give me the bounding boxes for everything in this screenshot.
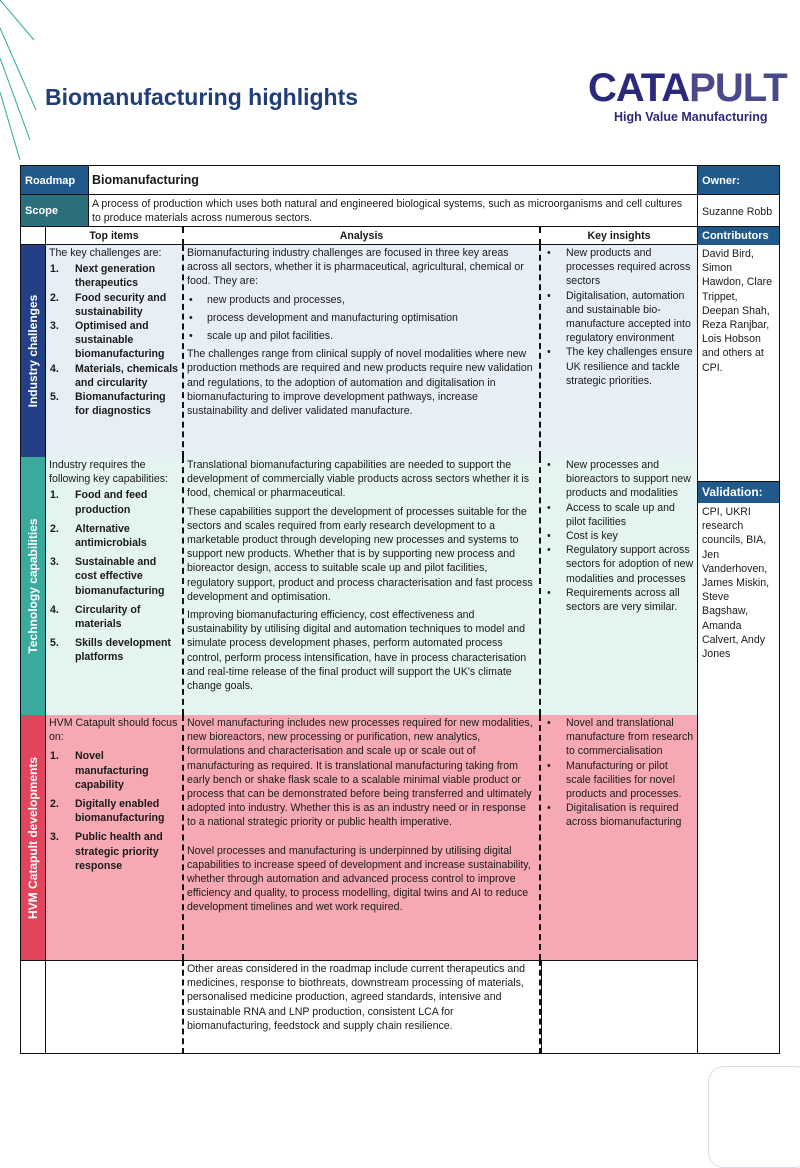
other-areas-text: Other areas considered in the roadmap include current therapeutics and medicines, response to biothreats, downstream processing of materials, personalised medicine production, agreed standards, intensive and sustainable RNA and LNP production, consistent LCA for biomanufacturing, feedstock and supply chain resilience. (184, 960, 541, 1054)
list-item: 4. Materials, chemicals and circularity (50, 362, 179, 389)
col-header-analysis: Analysis (184, 227, 541, 245)
catapult-logo (588, 66, 787, 130)
list-item: 5. Skills development platforms (50, 637, 171, 664)
list-item: • Regulatory support across sectors for adoption of new modalities and processes (544, 543, 694, 586)
list-item: • The key challenges ensure UK resilience and tackle strategic priorities. (544, 345, 694, 388)
side-label-technology-text: Technology capabilities (26, 518, 40, 654)
validation-text: CPI, UKRI research councils, BIA, Jen Vanderhoven, James Miskin, Steve Bagshaw, Amanda Calvert, Andy Jones (697, 503, 780, 1054)
technology-analysis-p1: Translational biomanufacturing capabilities are needed to support the development of commercially viable products across sectors whether it is food, chemical or pharmaceutical. (187, 459, 530, 500)
list-item: 3. Sustainable and cost effective biomanufacturing (50, 556, 165, 597)
col-header-top-items: Top items (45, 227, 184, 245)
hvm-analysis-p1: Novel manufacturing includes new processes required for new modalities, new bioreactors, new processing or purification, new analytics, formulations and characterisation and scale up or scale out of manufacturing as required. It is translational manufacturing taking from early bench or shake flask scale to a scalable minimal viable product or process that can be demonstrated before being transferred and ultimately adopted into industry. Whether this is as an industry need or in response to a national strategic priority or public health imperative. (187, 717, 533, 829)
side-label-technology (20, 457, 45, 715)
hvm-analysis-p2: Novel processes and manufacturing is underpinned by utilising digital capabilities to increase speed of development and increase sustainability, whether through automation and advanced process control to improve efficiency and quality, to process modelling, digital twins and AI to reduce development timelines and wet work required. (187, 844, 531, 914)
list-item: • Digitalisation, automation and sustainable bio-manufacture accepted into regulatory environment (544, 289, 694, 346)
industry-analysis-p1: Biomanufacturing industry challenges are focused in three key areas across all sectors, whether it is pharmaceutical, agricultural, chemical or food. They are: (187, 247, 524, 288)
roadmap-label: Roadmap (20, 165, 88, 195)
hvm-intro: HVM Catapult should focus on: (49, 717, 178, 744)
list-item: • Manufacturing or pilot scale facilities for novel products and processes. (544, 759, 694, 802)
side-label-hvm-text: HVM Catapult developments (26, 756, 40, 919)
list-item: 3. Public health and strategic priority response (50, 831, 163, 872)
list-item: • Cost is key (544, 529, 694, 543)
validation-label: Validation: (697, 481, 780, 503)
other-insights (541, 960, 697, 1054)
list-item: • Novel and translational manufacture from research to commercialisation (544, 716, 694, 759)
roadmap-table (20, 165, 780, 1054)
hvm-insights (541, 715, 697, 960)
list-item: • Requirements across all sectors are very similar. (544, 586, 694, 614)
list-item: 3. Optimised and sustainable biomanufacturing (50, 320, 165, 361)
technology-analysis-p2: These capabilities support the development of processes suitable for the sectors and scales required from early research development to a marketable product through developing new processes and systems to support new products. Whether that is by supporting new process and bioreactor design, access to suitable scale up and pilot facilities, regulatory support, product and process characterisation and fast process development and optimisation. (187, 505, 533, 603)
industry-analysis-p2: The challenges range from clinical supply of novel modalities where new production methods are required and new products require new validation and regulations, to the adoption of automation and digitalisation in biomanufacturing to improve development pathways, increase sustainability and deliver validated manufacture. (187, 348, 533, 418)
logo-subtitle: High Value Manufacturing (614, 110, 768, 124)
list-item: 1. Novel manufacturing capability (50, 750, 149, 791)
list-item: 2. Food security and sustainability (50, 291, 167, 318)
technology-intro: Industry requires the following key capabilities: (49, 459, 168, 486)
side-label-industry (20, 245, 45, 457)
owner-label: Owner: (697, 165, 780, 195)
technology-insights (541, 457, 697, 715)
col-header-contributors: Contributors (697, 227, 780, 245)
list-item: 1. Food and feed production (50, 489, 148, 516)
page-title: Biomanufacturing highlights (45, 84, 359, 110)
owner-value: Suzanne Robb (697, 195, 780, 227)
industry-insights (541, 245, 697, 457)
logo-main-part2: PULT (689, 66, 787, 110)
list-item: • New processes and bioreactors to support new products and modalities (544, 458, 694, 501)
industry-intro: The key challenges are: (49, 247, 162, 259)
list-item: 2. Digitally enabled biomanufacturing (50, 798, 165, 825)
technology-analysis-p3: Improving biomanufacturing efficiency, cost effectiveness and sustainability by utilising digital and automation techniques to model and simulate process development phases, perform automated process control, perform process intensification, have in process characterisation and real-time release of the final product will support the UK's climate change goals. (187, 609, 527, 693)
list-item: • Digitalisation is required across biomanufacturing (544, 801, 694, 829)
roadmap-value: Biomanufacturing (88, 165, 697, 195)
list-item: • new products and processes, (187, 293, 536, 307)
list-item: • New products and processes required across sectors (544, 246, 694, 289)
hvm-analysis (184, 715, 541, 960)
industry-top-items (45, 245, 184, 457)
decorative-lines (0, 0, 60, 160)
list-item: • scale up and pilot facilities. (187, 329, 536, 343)
other-side-cell (20, 960, 45, 1054)
side-label-industry-text: Industry challenges (26, 294, 40, 408)
list-item: 4. Circularity of materials (50, 603, 141, 631)
corner-cell (20, 227, 45, 245)
logo-main-part1: CATA (588, 66, 690, 110)
other-top-items (45, 960, 184, 1054)
technology-top-items (45, 457, 184, 715)
list-item: • Access to scale up and pilot facilities (544, 501, 694, 529)
technology-analysis (184, 457, 541, 715)
list-item: 1. Next generation therapeutics (50, 263, 156, 290)
scope-value: A process of production which uses both natural and engineered biological systems, such as microorganisms and cell cultures to produce materials across numerous sectors. (88, 195, 697, 227)
list-item: • process development and manufacturing optimisation (187, 311, 536, 325)
list-item: 2. Alternative antimicrobials (50, 522, 147, 550)
col-header-key-insights: Key insights (541, 227, 697, 245)
hvm-top-items (45, 715, 184, 960)
list-item: 5. Biomanufacturing for diagnostics (50, 391, 166, 418)
side-label-hvm (20, 715, 45, 960)
industry-analysis (184, 245, 541, 457)
corner-decoration (708, 1066, 800, 1168)
scope-label: Scope (20, 195, 88, 227)
contributors-list: David Bird, Simon Hawdon, Clare Trippet, Deepan Shah, Reza Ranjbar, Lois Hobson and others at CPI. (697, 245, 780, 481)
